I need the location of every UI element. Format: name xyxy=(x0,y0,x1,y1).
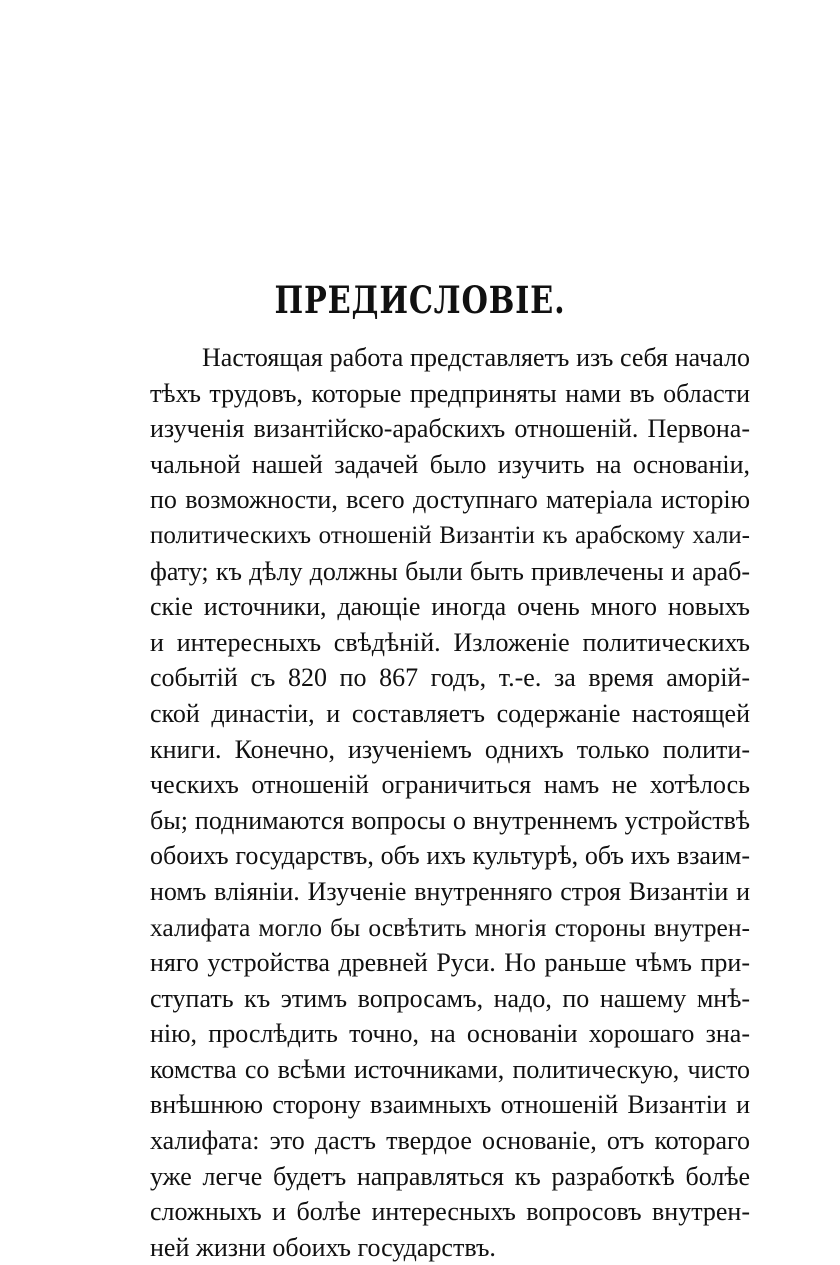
text-line: политическихъ отношеній Византіи къ арабскому хали- xyxy=(150,521,750,549)
text-line: халифата могло бы освѣтить многія стороны внутрен- xyxy=(150,912,750,942)
text-line: книги. Конечно, изученіемъ однихъ только полити- xyxy=(150,734,750,764)
text-line: по возможности, всего доступнаго матеріала исторію xyxy=(150,485,750,515)
text-line: изученія византійско-арабскихъ отношеній. Первона- xyxy=(150,414,750,444)
text-line: няго устройства древней Руси. Но раньше чѣмъ при- xyxy=(150,948,750,978)
text-line: бы; поднимаются вопросы о внутреннемъ устройствѣ xyxy=(150,805,750,835)
text-line: ступать къ этимъ вопросамъ, надо, по нашему мнѣ- xyxy=(150,983,750,1013)
text-line: обоихъ государствъ, объ ихъ культурѣ, объ ихъ взаим- xyxy=(150,841,750,871)
text-line: ской династіи, и составляетъ содержаніе настоящей xyxy=(150,698,750,728)
text-line: ней жизни обоихъ государствъ. xyxy=(150,1232,496,1262)
text-line: уже легче будетъ направляться къ разработкѣ болѣе xyxy=(150,1161,750,1191)
text-line: Настоящая работа представляетъ изъ себя начало xyxy=(202,343,750,372)
text-line: комства со всѣми источниками, политическую, чисто xyxy=(150,1054,750,1084)
preface-body xyxy=(150,340,750,1265)
text-line: халифата: это дастъ твердое основаніе, отъ котораго xyxy=(150,1126,750,1156)
text-line: ческихъ отношеній ограничиться намъ не хотѣлось xyxy=(150,770,750,800)
text-line: сложныхъ и болѣе интересныхъ вопросовъ внутрен- xyxy=(150,1197,750,1227)
text-line: скіе источники, дающіе иногда очень много новыхъ xyxy=(150,592,750,622)
text-line: чальной нашей задачей было изучить на основаніи, xyxy=(150,449,750,479)
text-line: событій съ 820 по 867 годъ, т.-е. за время аморій- xyxy=(150,663,750,693)
text-line: номъ вліяніи. Изученіе внутренняго строя Византіи и xyxy=(150,876,750,906)
text-line: фату; къ дѣлу должны были быть привлечены и араб- xyxy=(150,556,750,586)
text-line: внѣшнюю сторону взаимныхъ отношеній Византіи и xyxy=(150,1090,750,1120)
text-line: и интересныхъ свѣдѣній. Изложеніе политическихъ xyxy=(150,627,750,657)
text-line: тѣхъ трудовъ, которые предприняты нами въ области xyxy=(150,378,750,408)
page-title: ПРЕДИСЛОВІЕ. xyxy=(274,278,566,322)
text-line: нію, прослѣдить точно, на основаніи хорошаго зна- xyxy=(150,1019,750,1049)
